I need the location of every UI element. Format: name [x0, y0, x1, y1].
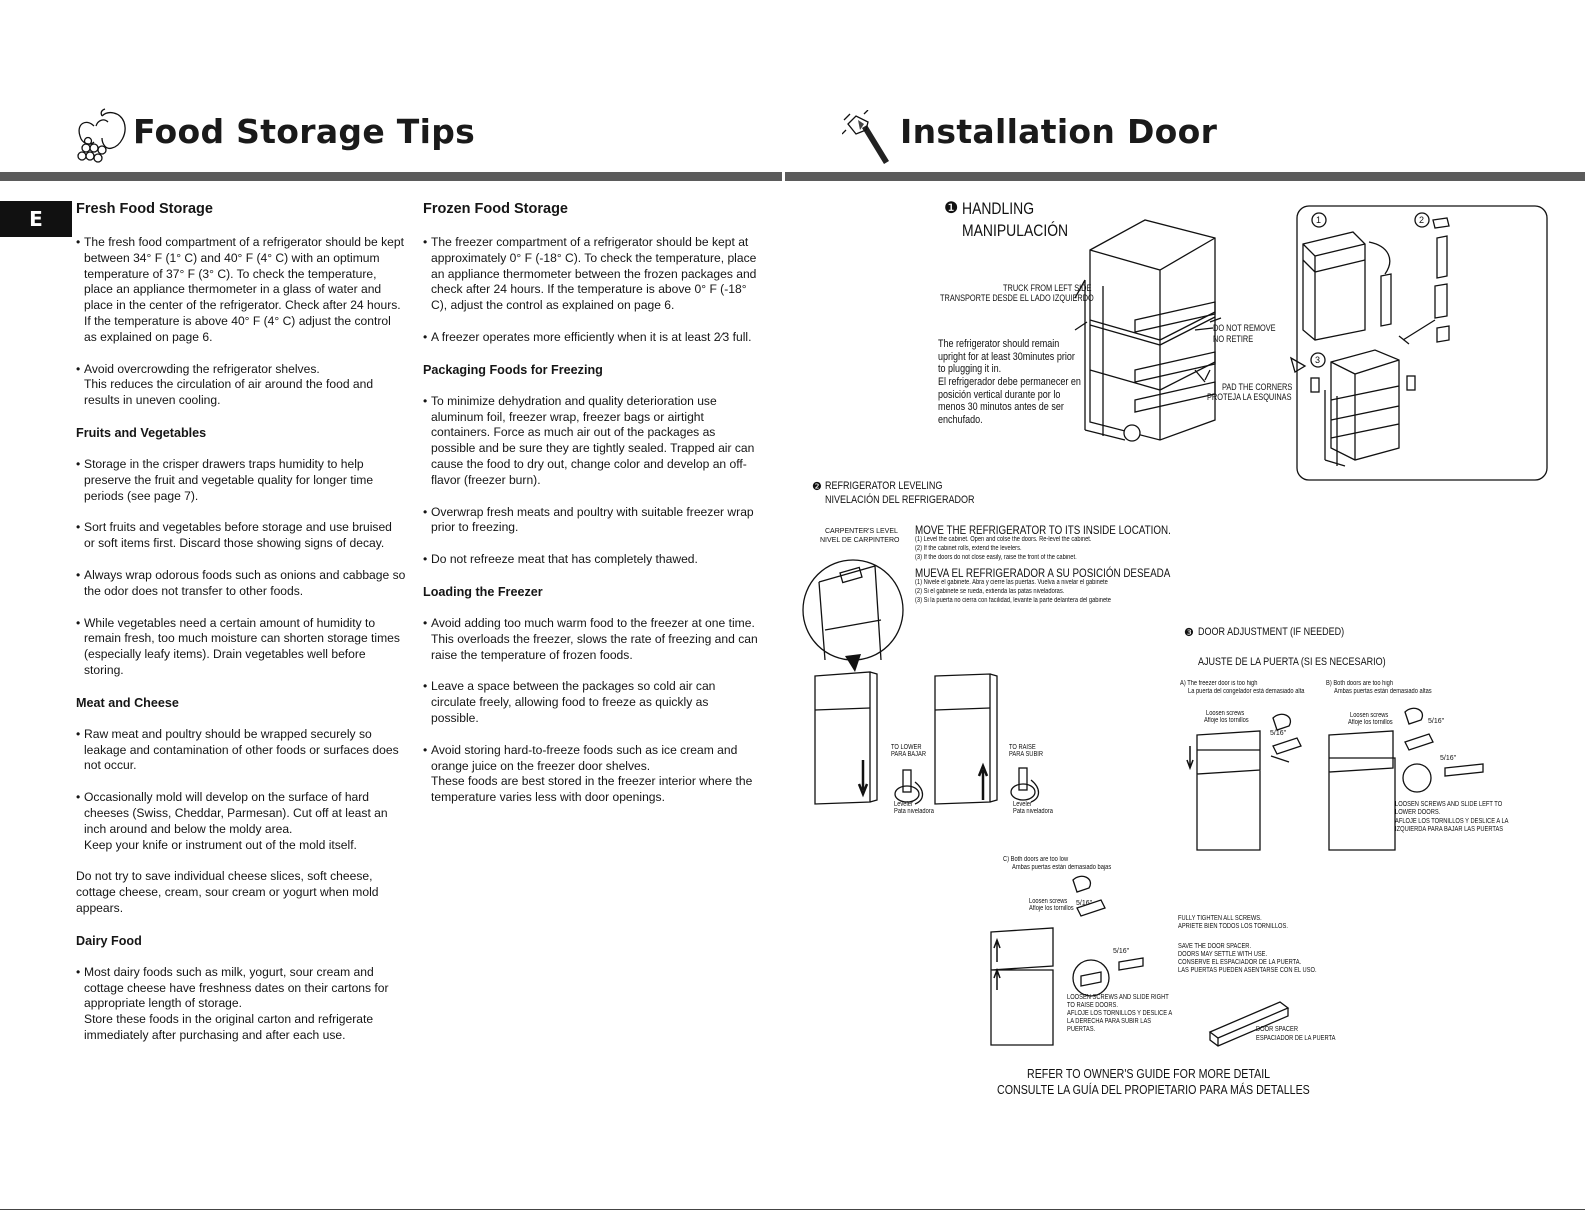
step-1-label: 1 [1316, 215, 1322, 225]
door-adjustment-title-es: AJUSTE DE LA PUERTA (SI ES NECESARIO) [1198, 656, 1386, 668]
section-title: Installation Door [900, 112, 1218, 151]
wrench-size-c: 5/16" [1076, 900, 1093, 907]
move-step-1-es: (1) Nivele el gabinete. Abra y cierre las puertas. Vuelva a nivelar el gabinete [915, 579, 1108, 586]
list-item: • Overwrap fresh meats and poultry with suitable freezer wrap prior to freezing. [423, 505, 759, 537]
list-item: • Avoid overcrowding the refrigerator shelves. This reduces the circulation of air around the food and results in uneven cooling. [76, 362, 406, 409]
pad-corners-label-es: PROTEJA LA ESQUINAS [1207, 392, 1292, 402]
tool-icon [842, 110, 894, 168]
meat-heading: Meat and Cheese [76, 695, 179, 710]
slide-right-instruction-es: AFLOJE LOS TORNILLOS Y DESLICE A LA DERECHA PARA SUBIR LAS PUERTAS. [1067, 1010, 1172, 1033]
list-item: • Most dairy foods such as milk, yogurt, sour cream and cottage cheese have freshness dates on their cartons for appropriate length of storage. Store these foods in the original carton and refrigerate immediately after purchasing and after each use. [76, 965, 406, 1044]
case-c-label-es: Ambas puertas están demasiado bajas [1012, 864, 1112, 871]
list-item: • The freezer compartment of a refrigerator should be kept at approximately 0° F (-18° C). To check the temperature, place an appliance thermometer between the frozen packages and check after 24 hours. If the temperature is above 0° F (-18° C), adjust the control as explained on page 6. [423, 235, 759, 314]
page-title: Food Storage Tips [133, 112, 476, 151]
leveling-number: ❷ [812, 481, 822, 493]
column-fresh-food [76, 200, 406, 1060]
step-2-label: 2 [1419, 215, 1425, 225]
packaging-heading: Packaging Foods for Freezing [423, 362, 603, 377]
language-tab: E [0, 201, 72, 237]
fresh-food-heading: Fresh Food Storage [76, 201, 213, 217]
slide-right-instruction: LOOSEN SCREWS AND SLIDE RIGHT TO RAISE DOORS. [1067, 994, 1169, 1009]
case-a-label-es: La puerta del congelador está demasiado alta [1188, 688, 1305, 695]
move-instructions-title: MOVE THE REFRIGERATOR TO ITS INSIDE LOCATION. [915, 523, 1171, 537]
footer-rule [0, 1209, 1585, 1210]
upright-note-es: El refrigerador debe permanecer en posición vertical durante por lo menos 30 minutos antes de ser enchufado. [938, 376, 1081, 426]
leveler-label-right-es: Pata niveladora [1013, 808, 1053, 815]
leveling-title-es: NIVELACIÓN DEL REFRIGERADOR [825, 494, 975, 506]
carpenter-level-label: CARPENTER'S LEVEL [825, 528, 898, 535]
list-item: • A freezer operates more efficiently when it is at least 2⁄3 full. [423, 330, 759, 346]
settle-note: DOORS MAY SETTLE WITH USE. [1178, 951, 1268, 958]
case-c-label: C) Both doors are too low [1003, 856, 1069, 863]
move-step-2-es: (2) Si el gabinete se rueda, extienda las patas niveladoras. [915, 588, 1065, 595]
list-item: • Always wrap odorous foods such as onions and cabbage so the odor does not transfer to other foods. [76, 568, 406, 600]
do-not-remove-label-es: NO RETIRE [1213, 334, 1254, 344]
handling-title: HANDLING [962, 199, 1035, 218]
list-item: • Leave a space between the packages so cold air can circulate freely, allowing food to freeze as quickly as possible. [423, 679, 759, 726]
loading-heading: Loading the Freezer [423, 584, 543, 599]
case-a-label: A) The freezer door is too high [1180, 680, 1258, 687]
list-item: • Do not refreeze meat that has completely thawed. [423, 552, 759, 568]
case-b-label: B) Both doors are too high [1326, 680, 1394, 687]
leveling-title: REFRIGERATOR LEVELING [825, 480, 943, 492]
handling-title-es: MANIPULACIÓN [962, 221, 1069, 240]
wrench-size-b2: 5/16" [1440, 755, 1457, 762]
to-lower-label-es: PARA BAJAR [891, 751, 926, 758]
loosen-screws-c: Loosen screws [1029, 898, 1068, 905]
column-frozen-food [423, 200, 759, 822]
move-step-2: (2) If the cabinet rolls, extend the levelers. [915, 545, 1022, 552]
pad-corners-label: PAD THE CORNERS [1222, 382, 1293, 392]
door-spacer-label: DOOR SPACER [1256, 1026, 1298, 1033]
refer-guide-note: REFER TO OWNER'S GUIDE FOR MORE DETAIL [1027, 1066, 1271, 1081]
loosen-screws-a: Loosen screws [1206, 710, 1245, 717]
door-adjustment-title: DOOR ADJUSTMENT (IF NEEDED) [1198, 626, 1345, 638]
loosen-screws-c-es: Afloje los tornillos [1029, 905, 1074, 912]
handling-number: ❶ [944, 200, 959, 217]
slide-left-instruction: LOOSEN SCREWS AND SLIDE LEFT TO LOWER DOORS. [1395, 801, 1503, 816]
case-b-label-es: Ambas puertas están demasiado altas [1334, 688, 1432, 695]
save-spacer-note: SAVE THE DOOR SPACER. [1178, 943, 1252, 950]
lower-leveler-illustration [815, 672, 923, 804]
frozen-food-heading: Frozen Food Storage [423, 201, 568, 217]
move-step-3-es: (3) Si la puerta no cierra con facilidad, levante la parte delantera del gabinete [915, 597, 1111, 604]
loosen-screws-b: Loosen screws [1350, 712, 1389, 719]
wrench-size-c2: 5/16" [1113, 948, 1130, 955]
move-instructions-title-es: MUEVA EL REFRIGERADOR A SU POSICIÓN DESEADA [915, 566, 1171, 580]
list-item: • To minimize dehydration and quality deterioration use aluminum foil, freezer wrap, freezer bags or airtight containers. Force as much air out of the packages as possible and be sure they are tightly sealed. Trapped air can cause the food to dry out, change color and develop an off-flavor (freezer burn). [423, 394, 759, 489]
wrench-size-b: 5/16" [1428, 718, 1445, 725]
raise-leveler-illustration [935, 674, 1039, 804]
save-spacer-note-es: CONSERVE EL ESPACIADOR DE LA PUERTA. [1178, 959, 1302, 966]
header-rule-right [785, 172, 1585, 181]
carpenter-level-illustration [803, 560, 903, 672]
list-item: • Occasionally mold will develop on the surface of hard cheeses (Swiss, Cheddar, Parmesan). Cut off at least an inch around and below the moldy area. Keep your knife or instrument out of the mold itself. [76, 790, 406, 853]
door-spacer-label-es: ESPACIADOR DE LA PUERTA [1256, 1035, 1336, 1042]
list-item: • Avoid storing hard-to-freeze foods such as ice cream and orange juice on the freezer door shelves. These foods are best stored in the freezer interior where the temperature varies less with door openings. [423, 743, 759, 806]
leveler-label-right: Leveler [1013, 801, 1032, 808]
tighten-screws-note-es: APRIETE BIEN TODOS LOS TORNILLOS. [1178, 923, 1288, 930]
hand-truck-illustration [1075, 220, 1221, 441]
do-not-remove-label: DO NOT REMOVE [1213, 323, 1276, 333]
list-item: • The fresh food compartment of a refrigerator should be kept between 34° F (1° C) and 40° F (4° C) with an optimum temperature of 37° F (3° C). To check the temperature, place an appliance thermometer in a glass of water and place in the center of the refrigerator. Check after 24 hours. If the temperature is above 40° F (4° C) adjust the control as explained on page 6. [76, 235, 406, 346]
move-step-1: (1) Level the cabinet. Open and colse the doors. Re-level the cabinet. [915, 536, 1092, 543]
carpenter-level-label-es: NIVEL DE CARPINTERO [820, 537, 900, 544]
door-adjustment-number: ❸ [1184, 627, 1194, 639]
loosen-screws-b-es: Afloje los tornillos [1348, 719, 1393, 726]
settle-note-es: LAS PUERTAS PUEDEN ASENTARSE CON EL USO. [1178, 967, 1317, 974]
leveler-label-left-es: Pata niveladora [894, 808, 934, 815]
loosen-screws-a-es: Afloje los tornillos [1204, 717, 1249, 724]
to-lower-label: TO LOWER [891, 744, 922, 751]
move-step-3: (3) If the doors do not close easily, raise the front of the cabinet. [915, 554, 1077, 561]
header-rule-left [0, 172, 782, 181]
truck-label: TRUCK FROM LEFT SIDE [1003, 283, 1092, 293]
list-item: • While vegetables need a certain amount of humidity to remain fresh, too much moisture can shorten storage times (especially leafy items). Drain vegetables well before storing. [76, 616, 406, 679]
leveler-label-left: Leveler [894, 801, 913, 808]
wrench-size-a: 5/16" [1270, 730, 1287, 737]
refer-guide-note-es: CONSULTE LA GUÍA DEL PROPIETARIO PARA MÁS DETALLES [997, 1082, 1310, 1097]
fruit-icon [72, 108, 128, 164]
dairy-heading: Dairy Food [76, 933, 142, 948]
list-item: • Storage in the crisper drawers traps humidity to help preserve the fruit and vegetable quality for longer time periods (see page 7). [76, 457, 406, 504]
to-raise-label: TO RAISE [1009, 744, 1036, 751]
list-item: • Sort fruits and vegetables before storage and use bruised or soft items first. Discard those showing signs of decay. [76, 520, 406, 552]
upright-note: The refrigerator should remain upright for at least 30minutes prior to plugging it in. [938, 338, 1075, 375]
tighten-screws-note: FULLY TIGHTEN ALL SCREWS. [1178, 915, 1262, 922]
fruits-heading: Fruits and Vegetables [76, 425, 207, 440]
slide-left-instruction-es: AFLOJE LOS TORNILLOS Y DESLICE A LA IZQUIERDA PARA BAJAR LAS PUERTAS [1395, 818, 1509, 833]
list-item: • Avoid adding too much warm food to the freezer at one time. This overloads the freezer, slows the rate of freezing and can raise the temperature of frozen foods. [423, 616, 759, 663]
truck-label-es: TRANSPORTE DESDE EL LADO IZQUIERDO [940, 293, 1094, 303]
steps-illustration [1291, 206, 1547, 480]
list-item: • Raw meat and poultry should be wrapped securely so leakage and contamination of other foods or surfaces does not occur. [76, 727, 406, 774]
to-raise-label-es: PARA SUBIR [1009, 751, 1044, 758]
step-3-label: 3 [1315, 355, 1321, 365]
cheese-note: Do not try to save individual cheese slices, soft cheese, cottage cheese, cream, sour cream or yogurt when mold appears. [76, 869, 379, 915]
